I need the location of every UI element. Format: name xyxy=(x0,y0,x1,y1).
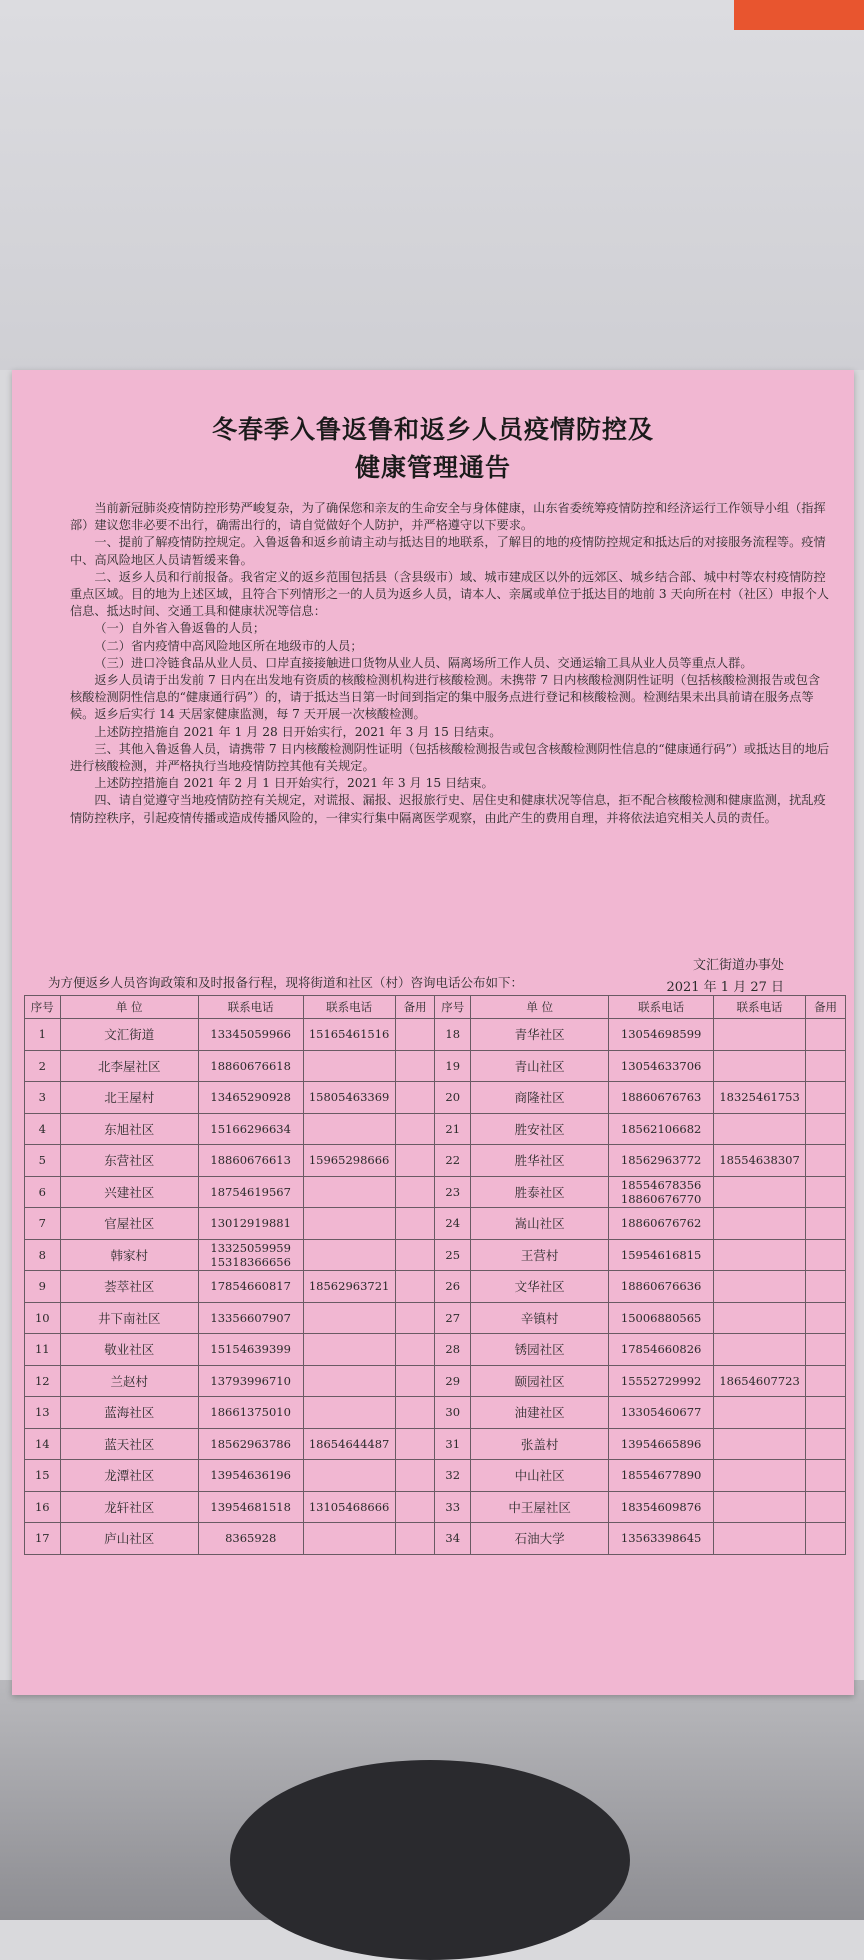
cell-spare xyxy=(395,1271,435,1303)
paragraph-sub-1: （一）自外省入鲁返鲁的人员； xyxy=(94,621,266,636)
cell-phone1: 18860676763 xyxy=(609,1082,714,1114)
cell-number: 22 xyxy=(435,1145,471,1177)
cell-phone2 xyxy=(303,1113,395,1145)
cell-number: 16 xyxy=(25,1491,61,1523)
cell-spare xyxy=(395,1176,435,1208)
cell-unit: 胜安社区 xyxy=(471,1113,609,1145)
cell-phone2: 18325461753 xyxy=(713,1082,805,1114)
contacts-intro: 为方便返乡人员咨询政策和及时报备行程，现将街道和社区（村）咨询电话公布如下： xyxy=(48,975,524,990)
cell-phone1: 13954665896 xyxy=(609,1428,714,1460)
cell-unit: 东旭社区 xyxy=(60,1113,198,1145)
cell-phone2 xyxy=(303,1365,395,1397)
contacts-table-body xyxy=(25,1019,846,1555)
table-row xyxy=(25,1397,846,1429)
cell-number: 25 xyxy=(435,1239,471,1271)
cell-spare xyxy=(395,1460,435,1492)
issue-date: 2021 年 1 月 27 日 xyxy=(666,980,784,995)
cell-unit: 敬业社区 xyxy=(60,1334,198,1366)
cell-phone1: 18860676618 xyxy=(198,1050,303,1082)
cell-unit: 油建社区 xyxy=(471,1397,609,1429)
cell-number: 27 xyxy=(435,1302,471,1334)
cell-phone1: 13954681518 xyxy=(198,1491,303,1523)
cell-unit: 青华社区 xyxy=(471,1019,609,1051)
cell-phone2 xyxy=(303,1523,395,1555)
cell-spare xyxy=(806,1145,846,1177)
cell-number: 3 xyxy=(25,1082,61,1114)
cell-spare xyxy=(395,1019,435,1051)
cell-phone2: 18654644487 xyxy=(303,1428,395,1460)
table-row xyxy=(25,1145,846,1177)
cell-spare xyxy=(806,1334,846,1366)
header-phone2-right: 联系电话 xyxy=(713,996,805,1019)
cell-phone1: 18860676636 xyxy=(609,1271,714,1303)
cell-spare xyxy=(806,1019,846,1051)
header-spare-right: 备用 xyxy=(806,996,846,1019)
cell-number: 1 xyxy=(25,1019,61,1051)
cell-unit: 蓝海社区 xyxy=(60,1397,198,1429)
cell-phone1: 15552729992 xyxy=(609,1365,714,1397)
cell-number: 32 xyxy=(435,1460,471,1492)
cell-phone1: 13054633706 xyxy=(609,1050,714,1082)
cell-number: 5 xyxy=(25,1145,61,1177)
table-row xyxy=(25,1208,846,1240)
cell-unit: 胜华社区 xyxy=(471,1145,609,1177)
paragraph-period-1: 上述防控措施自 2021 年 1 月 28 日开始实行，2021 年 3 月 15 日结束。 xyxy=(94,724,502,739)
notice-title-line2: 健康管理通告 xyxy=(354,453,511,482)
header-phone1-right: 联系电话 xyxy=(609,996,714,1019)
cell-phone2 xyxy=(713,1428,805,1460)
paragraph-testing: 返乡人员请于出发前 7 日内在出发地有资质的核酸检测机构进行核酸检测。未携带 7 日内核酸检测阴性证明（包括核酸检测报告或包含核酸检测阴性信息的“健康通行码”）的，请于抵达当日第一时间到指定的集中服务点进行登记和核酸检测。检测结果未出具前请在服务点等候。返乡后实行 14 天居家健康监测，每 7 天开展一次核酸检测。 xyxy=(70,673,821,722)
cell-phone2 xyxy=(713,1523,805,1555)
cell-number: 12 xyxy=(25,1365,61,1397)
cell-phone1: 18562963786 xyxy=(198,1428,303,1460)
table-row xyxy=(25,1334,846,1366)
table-row xyxy=(25,1491,846,1523)
cell-number: 13 xyxy=(25,1397,61,1429)
cell-unit: 石油大学 xyxy=(471,1523,609,1555)
paragraph-item-3: 三、其他入鲁返鲁人员，请携带 7 日内核酸检测阴性证明（包括核酸检测报告或包含核酸检测阴性信息的“健康通行码”）或抵达目的地后进行核酸检测，并严格执行当地疫情防控其他有关规定。 xyxy=(70,741,830,774)
cell-unit: 青山社区 xyxy=(471,1050,609,1082)
cell-phone1: 17854660826 xyxy=(609,1334,714,1366)
cell-phone1: 15006880565 xyxy=(609,1302,714,1334)
table-row xyxy=(25,1302,846,1334)
cell-spare xyxy=(395,1239,435,1271)
cell-spare xyxy=(806,1491,846,1523)
cell-spare xyxy=(395,1397,435,1429)
cell-number: 23 xyxy=(435,1176,471,1208)
cell-unit: 井下南社区 xyxy=(60,1302,198,1334)
cell-spare xyxy=(806,1208,846,1240)
cell-phone2: 18654607723 xyxy=(713,1365,805,1397)
cell-number: 26 xyxy=(435,1271,471,1303)
table-row xyxy=(25,1113,846,1145)
cell-phone2 xyxy=(713,1113,805,1145)
cell-phone1: 13954636196 xyxy=(198,1460,303,1492)
cell-phone2: 18562963721 xyxy=(303,1271,395,1303)
cell-spare xyxy=(395,1334,435,1366)
cell-spare xyxy=(806,1239,846,1271)
cell-unit: 胜泰社区 xyxy=(471,1176,609,1208)
cell-number: 11 xyxy=(25,1334,61,1366)
table-row xyxy=(25,1176,846,1208)
cell-phone2 xyxy=(713,1208,805,1240)
contacts-table xyxy=(24,995,846,1555)
cell-unit: 王营村 xyxy=(471,1239,609,1271)
notice-title-line1: 冬春季入鲁返鲁和返乡人员疫情防控及 xyxy=(211,415,654,444)
cell-number: 6 xyxy=(25,1176,61,1208)
background-wall xyxy=(0,0,864,370)
cell-unit: 东营社区 xyxy=(60,1145,198,1177)
cell-number: 9 xyxy=(25,1271,61,1303)
cell-phone1: 15954616815 xyxy=(609,1239,714,1271)
cell-phone2: 15165461516 xyxy=(303,1019,395,1051)
cell-phone2 xyxy=(303,1208,395,1240)
cell-unit: 颐园社区 xyxy=(471,1365,609,1397)
issuer: 文汇街道办事处 xyxy=(692,958,784,973)
dark-stand-base xyxy=(230,1760,630,1960)
cell-phone1: 18554677890 xyxy=(609,1460,714,1492)
cell-number: 18 xyxy=(435,1019,471,1051)
cell-phone2 xyxy=(303,1239,395,1271)
cell-unit: 荟萃社区 xyxy=(60,1271,198,1303)
cell-spare xyxy=(806,1460,846,1492)
cell-number: 24 xyxy=(435,1208,471,1240)
cell-unit: 龙轩社区 xyxy=(60,1491,198,1523)
cell-spare xyxy=(806,1428,846,1460)
paragraph-intro: 当前新冠肺炎疫情防控形势严峻复杂，为了确保您和亲友的生命安全与身体健康，山东省委统筹疫情防控和经济运行工作领导小组（指挥部）建议您非必要不出行，确需出行的，请自觉做好个人防护，并严格遵守以下要求。 xyxy=(70,501,826,533)
cell-phone2 xyxy=(303,1334,395,1366)
cell-phone2 xyxy=(303,1397,395,1429)
cell-number: 33 xyxy=(435,1491,471,1523)
cell-unit: 兰赵村 xyxy=(60,1365,198,1397)
cell-number: 4 xyxy=(25,1113,61,1145)
paragraph-item-4: 四、请自觉遵守当地疫情防控有关规定，对谎报、漏报、迟报旅行史、居住史和健康状况等信息，拒不配合核酸检测和健康监测，扰乱疫情防控秩序，引起疫情传播或造成传播风险的，一律实行集中隔离医学观察，由此产生的费用自理，并将依法追究相关人员的责任。 xyxy=(70,793,826,825)
notice-body xyxy=(70,500,830,827)
cell-phone1: 13345059966 xyxy=(198,1019,303,1051)
table-row xyxy=(25,1082,846,1114)
cell-spare xyxy=(806,1397,846,1429)
header-unit-right: 单 位 xyxy=(471,996,609,1019)
header-unit-left: 单 位 xyxy=(60,996,198,1019)
cell-spare xyxy=(395,1050,435,1082)
cell-phone2 xyxy=(713,1397,805,1429)
cell-number: 15 xyxy=(25,1460,61,1492)
cell-phone1: 13305460677 xyxy=(609,1397,714,1429)
cell-spare xyxy=(806,1176,846,1208)
cell-unit: 嵩山社区 xyxy=(471,1208,609,1240)
cell-phone1: 13012919881 xyxy=(198,1208,303,1240)
cell-phone2 xyxy=(713,1239,805,1271)
cell-unit: 龙潭社区 xyxy=(60,1460,198,1492)
table-row xyxy=(25,1019,846,1051)
cell-unit: 文汇街道 xyxy=(60,1019,198,1051)
cell-number: 21 xyxy=(435,1113,471,1145)
cell-phone1: 15154639399 xyxy=(198,1334,303,1366)
cell-spare xyxy=(395,1365,435,1397)
cell-unit: 北李屋社区 xyxy=(60,1050,198,1082)
cell-phone2: 18554638307 xyxy=(713,1145,805,1177)
cell-spare xyxy=(395,1208,435,1240)
cell-phone2 xyxy=(713,1302,805,1334)
table-row xyxy=(25,1460,846,1492)
cell-spare xyxy=(395,1302,435,1334)
cell-phone1: 18754619567 xyxy=(198,1176,303,1208)
cell-spare xyxy=(395,1523,435,1555)
cell-unit: 张盖村 xyxy=(471,1428,609,1460)
header-phone2-left: 联系电话 xyxy=(303,996,395,1019)
cell-number: 10 xyxy=(25,1302,61,1334)
cell-phone1: 13054698599 xyxy=(609,1019,714,1051)
paragraph-item-2: 二、返乡人员和行前报备。我省定义的返乡范围包括县（含县级市）域、城市建成区以外的远郊区、城乡结合部、城中村等农村疫情防控重点区域。目的地为上述区域，且符合下列情形之一的人员为返乡人员，请本人、亲属或单位于抵达目的地前 3 天向所在村（社区）申报个人信息、抵达时间、交通工具和健康状况等信息： xyxy=(70,569,829,619)
table-row xyxy=(25,1050,846,1082)
cell-phone1: 18354609876 xyxy=(609,1491,714,1523)
cell-spare xyxy=(395,1428,435,1460)
table-header-row xyxy=(25,996,846,1019)
cell-phone2 xyxy=(713,1460,805,1492)
cell-unit: 韩家村 xyxy=(60,1239,198,1271)
table-row xyxy=(25,1523,846,1555)
cell-spare xyxy=(806,1271,846,1303)
header-phone1-left: 联系电话 xyxy=(198,996,303,1019)
cell-phone2 xyxy=(713,1334,805,1366)
cell-number: 30 xyxy=(435,1397,471,1429)
cell-number: 31 xyxy=(435,1428,471,1460)
cell-phone1: 18860676613 xyxy=(198,1145,303,1177)
table-row xyxy=(25,1271,846,1303)
cell-spare xyxy=(806,1082,846,1114)
signature-block xyxy=(666,955,784,999)
cell-phone1: 15166296634 xyxy=(198,1113,303,1145)
cell-phone1: 18661375010 xyxy=(198,1397,303,1429)
cell-number: 20 xyxy=(435,1082,471,1114)
cell-spare xyxy=(395,1113,435,1145)
table-row xyxy=(25,1239,846,1271)
cell-phone2 xyxy=(713,1491,805,1523)
cell-number: 34 xyxy=(435,1523,471,1555)
cell-number: 17 xyxy=(25,1523,61,1555)
cell-phone1: 17854660817 xyxy=(198,1271,303,1303)
cell-unit: 中王屋社区 xyxy=(471,1491,609,1523)
paragraph-item-1: 一、提前了解疫情防控规定。入鲁返鲁和返乡前请主动与抵达目的地联系，了解目的地的疫情防控规定和抵达后的对接服务流程等。疫情中、高风险地区人员请暂缓来鲁。 xyxy=(70,535,826,567)
cell-unit: 锈园社区 xyxy=(471,1334,609,1366)
cell-spare xyxy=(806,1113,846,1145)
table-row xyxy=(25,1365,846,1397)
header-spare-left: 备用 xyxy=(395,996,435,1019)
cell-unit: 中山社区 xyxy=(471,1460,609,1492)
header-no-left: 序号 xyxy=(25,996,61,1019)
paragraph-period-2: 上述防控措施自 2021 年 2 月 1 日开始实行，2021 年 3 月 15 日结束。 xyxy=(94,776,494,791)
cell-unit: 商隆社区 xyxy=(471,1082,609,1114)
cell-spare xyxy=(395,1145,435,1177)
cell-phone2 xyxy=(713,1050,805,1082)
cell-phone1: 18562963772 xyxy=(609,1145,714,1177)
cell-unit: 官屋社区 xyxy=(60,1208,198,1240)
header-no-right: 序号 xyxy=(435,996,471,1019)
cell-phone1: 13793996710 xyxy=(198,1365,303,1397)
cell-phone2 xyxy=(713,1176,805,1208)
cell-phone1: 13465290928 xyxy=(198,1082,303,1114)
cell-spare xyxy=(806,1050,846,1082)
cell-spare xyxy=(806,1523,846,1555)
cell-phone2 xyxy=(303,1176,395,1208)
cell-unit: 文华社区 xyxy=(471,1271,609,1303)
cell-phone2 xyxy=(713,1271,805,1303)
cell-phone1: 8365928 xyxy=(198,1523,303,1555)
cell-spare xyxy=(806,1365,846,1397)
paragraph-sub-3: （三）进口冷链食品从业人员、口岸直接接触进口货物从业人员、隔离场所工作人员、交通运输工具从业人员等重点人群。 xyxy=(94,655,753,670)
cell-phone1: 18860676762 xyxy=(609,1208,714,1240)
cell-spare xyxy=(395,1082,435,1114)
cell-phone1: 13563398645 xyxy=(609,1523,714,1555)
cell-number: 2 xyxy=(25,1050,61,1082)
cell-phone2: 15965298666 xyxy=(303,1145,395,1177)
cell-spare xyxy=(395,1491,435,1523)
cell-unit: 兴建社区 xyxy=(60,1176,198,1208)
orange-object xyxy=(734,0,864,30)
cell-phone1: 18554678356 18860676770 xyxy=(609,1176,714,1208)
notice-paper xyxy=(12,370,854,1695)
cell-unit: 北王屋村 xyxy=(60,1082,198,1114)
cell-unit: 蓝天社区 xyxy=(60,1428,198,1460)
table-row xyxy=(25,1428,846,1460)
cell-phone1: 13356607907 xyxy=(198,1302,303,1334)
cell-unit: 辛镇村 xyxy=(471,1302,609,1334)
cell-phone2 xyxy=(303,1050,395,1082)
cell-phone2 xyxy=(713,1019,805,1051)
cell-number: 14 xyxy=(25,1428,61,1460)
cell-phone1: 13325059959 15318366656 xyxy=(198,1239,303,1271)
cell-spare xyxy=(806,1302,846,1334)
cell-number: 8 xyxy=(25,1239,61,1271)
cell-phone2: 15805463369 xyxy=(303,1082,395,1114)
cell-phone2 xyxy=(303,1302,395,1334)
cell-phone2: 13105468666 xyxy=(303,1491,395,1523)
cell-phone2 xyxy=(303,1460,395,1492)
paragraph-sub-2: （二）省内疫情中高风险地区所在地级市的人员； xyxy=(94,638,363,653)
cell-number: 19 xyxy=(435,1050,471,1082)
cell-unit: 庐山社区 xyxy=(60,1523,198,1555)
cell-number: 29 xyxy=(435,1365,471,1397)
cell-phone1: 18562106682 xyxy=(609,1113,714,1145)
cell-number: 28 xyxy=(435,1334,471,1366)
cell-number: 7 xyxy=(25,1208,61,1240)
